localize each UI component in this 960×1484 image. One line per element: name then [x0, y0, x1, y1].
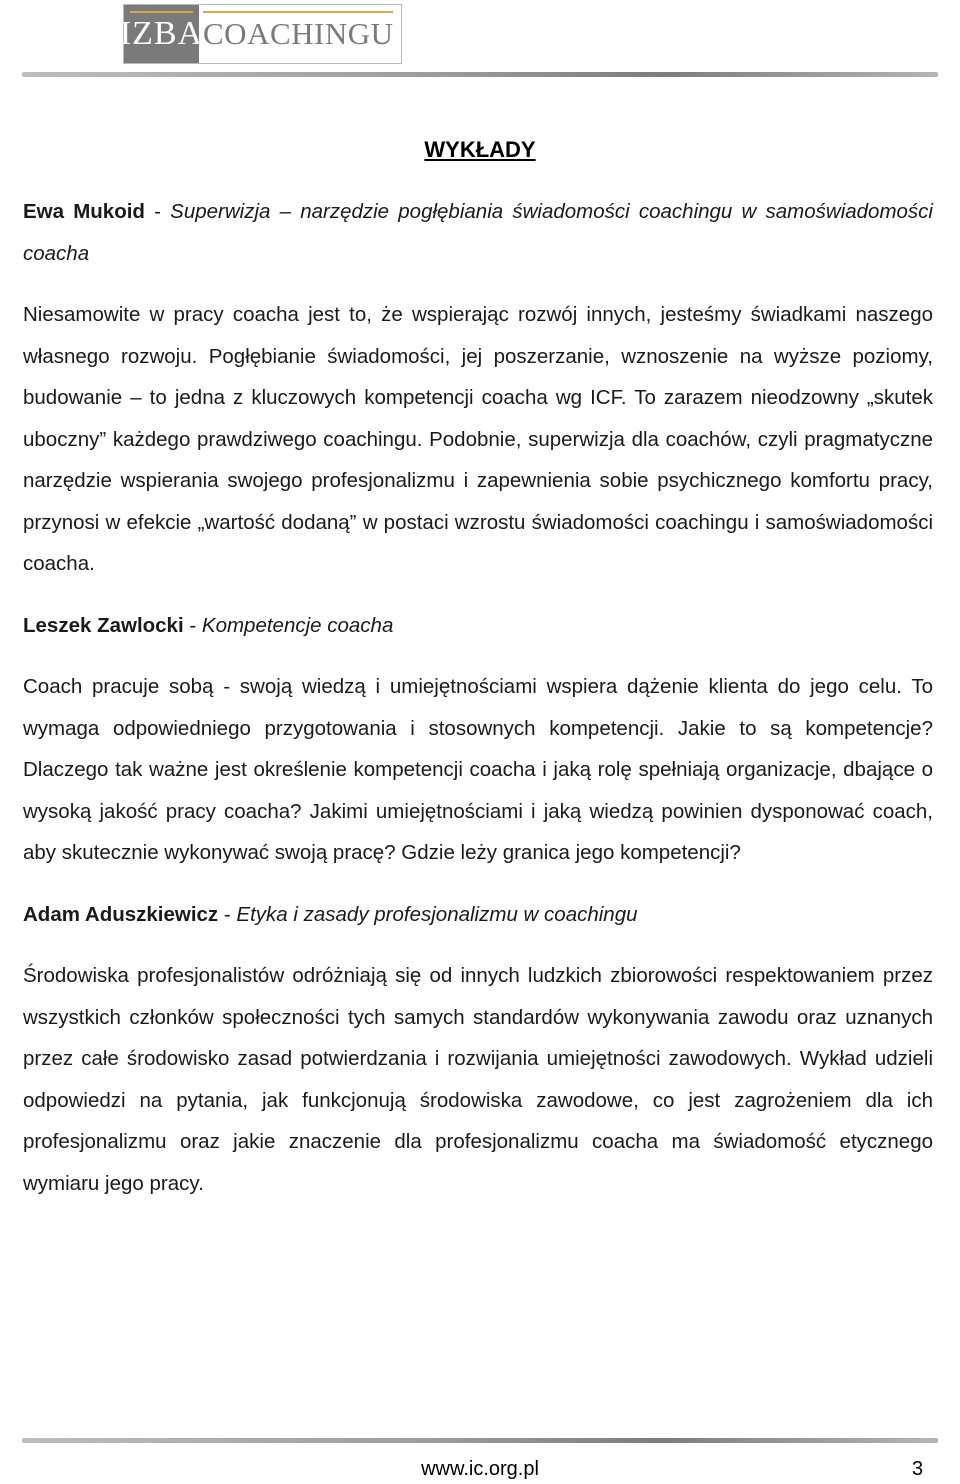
- lecture-heading: [23, 894, 933, 936]
- section-gap: [23, 585, 933, 605]
- footer-website-link[interactable]: www.ic.org.pl: [421, 1458, 539, 1480]
- lectures-content: [23, 191, 933, 1204]
- lecture-description: Niesamowite w pracy coacha jest to, że wspierając rozwój innych, jesteśmy świadkami naszego własnego rozwoju. Pogłębianie świadomości, jej poszerzanie, wznoszenie na wyższe poziomy, budowanie – to jedna z kluczowych kompetencji coacha wg ICF. To zarazem nieodzowny „skutek uboczny” każdego prawdziwego coachingu. Podobnie, superwizja dla coachów, czyli pragmatyczne narzędzie wspierania swojego profesjonalizmu i zapewnienia sobie psychicznego komfortu pracy, przynosi w efekcie „wartość dodaną” w postaci wzrostu świadomości coachingu i samoświadomości coacha.: [23, 303, 933, 575]
- lecturer-name: Adam Aduszkiewicz: [23, 902, 219, 926]
- lecture-topic: Etyka i zasady profesjonalizmu w coachingu: [236, 902, 638, 926]
- section-gap: [23, 274, 933, 294]
- lecture-topic: Superwizja – narzędzie pogłębiania świadomości coachingu w samoświadomości coacha: [23, 200, 933, 265]
- page-title: WYKŁADY: [424, 137, 536, 162]
- lecture-heading: [23, 605, 933, 647]
- section-gap: [23, 935, 933, 955]
- heading-separator: -: [144, 200, 171, 223]
- lecturer-name: Leszek Zawlocki: [23, 613, 184, 637]
- section-gap: [23, 874, 933, 894]
- header-divider: [22, 72, 938, 77]
- logo-coachingu-text: COACHINGU: [199, 5, 401, 63]
- logo-izba-text: IZBA: [124, 5, 199, 63]
- heading-separator: -: [218, 902, 237, 926]
- lecture-description: Coach pracuje sobą - swoją wiedzą i umiejętnościami wspiera dążenie klienta do jego celu. To wymaga odpowiedniego przygotowania i stosownych kompetencji. Jakie to są kompetencje? Dlaczego tak ważne jest określenie kompetencji coacha i jaką rolę spełniają organizacje, dbające o wysoką jakość pracy coacha? Jakimi umiejętnościami i jaką wiedzą powinien dysponować coach, aby skutecznie wykonywać swoją pracę? Gdzie leży granica jego kompetencji?: [23, 675, 933, 864]
- lecture-description: Środowiska profesjonalistów odróżniają się od innych ludzkich zbiorowości respektowaniem przez wszystkich członków społeczności tych samych standardów wykonywania zawodu oraz uznanych przez całe środowisko zasad potwierdzania i rozwijania umiejętności zawodowych. Wykład udzieli odpowiedzi na pytania, jak funkcjonują środowiska zawodowe, co jest zagrożeniem dla ich profesjonalizmu oraz jakie znaczenie dla profesjonalizmu coacha ma świadomość etycznego wymiaru jego pracy.: [23, 964, 933, 1195]
- lecture-heading: [23, 191, 933, 274]
- heading-separator: -: [183, 613, 202, 637]
- lecture-topic: Kompetencje coacha: [201, 613, 394, 637]
- footer-divider: [22, 1438, 938, 1443]
- lecturer-name: Ewa Mukoid: [23, 200, 145, 223]
- section-gap: [23, 646, 933, 666]
- page-number: 3: [912, 1458, 924, 1480]
- izba-coachingu-logo: [119, 4, 402, 64]
